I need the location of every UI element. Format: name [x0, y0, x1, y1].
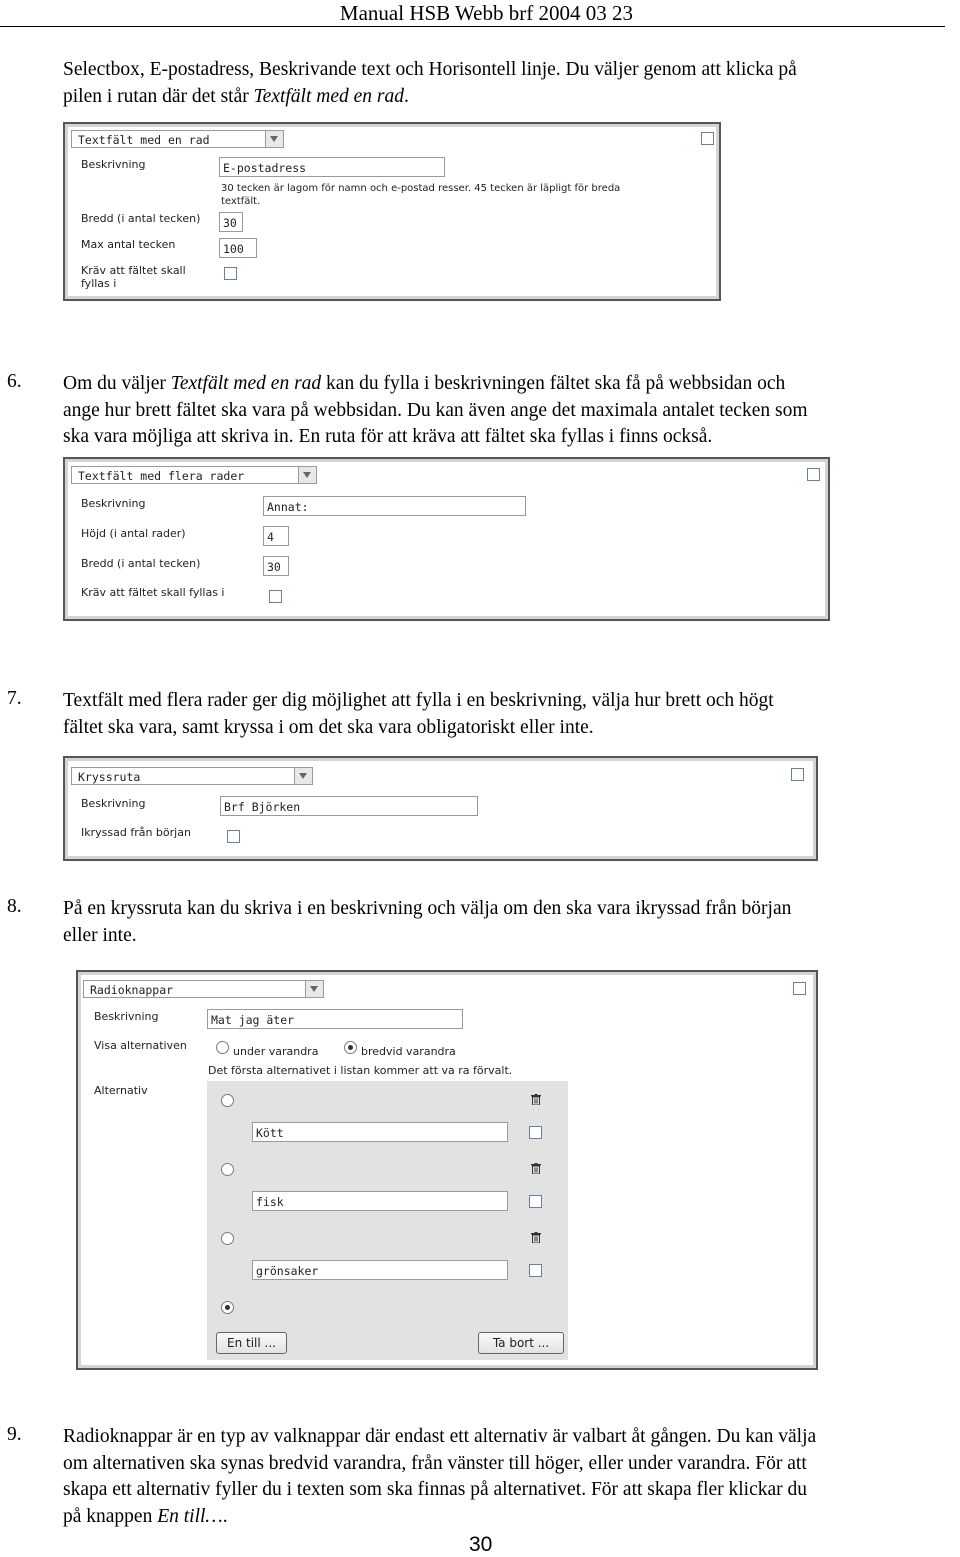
required-label: Kräv att fältet skall fyllas i	[81, 586, 225, 599]
description-input[interactable]: Brf Björken	[220, 796, 478, 816]
required-checkbox[interactable]	[269, 590, 282, 603]
item-9-line-4: på knappen En till….	[63, 1505, 228, 1527]
layout-side-radio[interactable]	[344, 1041, 357, 1054]
intro-paragraph	[63, 57, 797, 110]
description-input[interactable]: Annat:	[263, 496, 526, 516]
field-type-select[interactable]	[71, 466, 317, 484]
item-9-line-1: Radioknappar är en typ av valknappar där endast ett alternativ är valbart åt gången. Du kan välja	[63, 1426, 817, 1447]
chevron-down-icon[interactable]	[298, 467, 316, 483]
default-alternative-radio[interactable]	[221, 1301, 234, 1314]
max-chars-label: Max antal tecken	[81, 238, 176, 251]
description-label: Beskrivning	[81, 797, 146, 810]
description-label: Beskrivning	[94, 1010, 159, 1023]
item-7-line-2: fältet ska vara, samt kryssa i om det ska vara obligatoriskt eller inte.	[63, 716, 594, 738]
item-6-line-2: ange hur brett fältet ska vara på webbsidan. Du kan även ange det maximala antalet tecken som	[63, 399, 808, 421]
checked-from-start-label: Ikryssad från början	[81, 826, 191, 839]
alternative-input[interactable]: fisk	[252, 1191, 508, 1211]
chevron-down-icon[interactable]	[294, 768, 312, 784]
item-9-number: 9.	[7, 1424, 22, 1445]
field-type-select-value: Radioknappar	[90, 983, 174, 997]
description-label: Beskrivning	[81, 497, 146, 510]
item-7-paragraph	[63, 688, 774, 741]
intro-line-2: pilen i rutan där det står Textfält med en rad.	[63, 85, 409, 107]
chevron-down-icon[interactable]	[265, 131, 283, 147]
item-7-number: 7.	[7, 688, 22, 709]
width-input[interactable]: 30	[219, 212, 243, 232]
add-alternative-button[interactable]: En till ...	[216, 1332, 287, 1354]
item-6-paragraph	[63, 371, 808, 451]
item-6-number: 6.	[7, 371, 22, 392]
width-label: Bredd (i antal tecken)	[81, 557, 201, 570]
default-alternative-radio[interactable]	[221, 1163, 234, 1176]
description-input[interactable]: E-postadress	[219, 157, 445, 177]
alternatives-label: Alternativ	[94, 1084, 148, 1097]
alternative-input[interactable]: grönsaker	[252, 1260, 508, 1280]
item-9-line-3: skapa ett alternativ fyller du i texten som ska finnas på alternativet. För att skapa fler klickar du	[63, 1479, 807, 1500]
default-alternative-radio[interactable]	[221, 1094, 234, 1107]
remove-alternative-checkbox[interactable]	[529, 1264, 542, 1277]
field-type-select[interactable]	[71, 130, 284, 148]
item-9-paragraph	[63, 1424, 816, 1530]
default-alternative-radio[interactable]	[221, 1232, 234, 1245]
chevron-down-icon[interactable]	[305, 981, 323, 997]
description-label: Beskrivning	[81, 158, 146, 171]
trash-icon[interactable]	[531, 1232, 541, 1243]
field-type-select-value: Textfält med en rad	[78, 133, 210, 147]
delete-field-checkbox[interactable]	[793, 982, 806, 995]
trash-icon[interactable]	[531, 1163, 541, 1174]
item-8-line-2: eller inte.	[63, 924, 137, 946]
height-label: Höjd (i antal rader)	[81, 527, 186, 540]
remove-alternative-button[interactable]: Ta bort ...	[478, 1332, 564, 1354]
trash-icon[interactable]	[531, 1094, 541, 1105]
layout-under-radio[interactable]	[216, 1041, 229, 1054]
checkbox-field-screenshot	[63, 756, 818, 861]
item-8-line-1: På en kryssruta kan du skriva i en beskrivning och välja om den ska vara ikryssad från början	[63, 898, 792, 919]
field-type-select[interactable]	[71, 767, 313, 785]
field-type-select-value: Kryssruta	[78, 770, 141, 784]
item-6-line-3: ska vara möjliga att skriva in. En ruta för att kräva att fältet ska fyllas i finns också.	[63, 426, 713, 447]
delete-field-checkbox[interactable]	[807, 468, 820, 481]
item-7-line-1: Textfält med flera rader ger dig möjlighet att fylla i en beskrivning, välja hur brett och högt	[63, 690, 774, 711]
delete-field-checkbox[interactable]	[791, 768, 804, 781]
height-input[interactable]: 4	[263, 526, 289, 546]
textfield-single-line-screenshot	[63, 122, 721, 301]
width-input[interactable]: 30	[263, 556, 289, 576]
item-8-number: 8.	[7, 896, 22, 917]
width-hint: 30 tecken är lagom för namn och e-postad resser. 45 tecken är läpligt för breda textfält.	[221, 183, 621, 207]
item-6-line-1: Om du väljer Textfält med en rad kan du fylla i beskrivningen fältet ska få på webbsidan och	[63, 373, 786, 394]
page-header	[0, 0, 945, 27]
field-type-select[interactable]	[83, 980, 324, 998]
checked-from-start-checkbox[interactable]	[227, 830, 240, 843]
required-checkbox[interactable]	[224, 267, 237, 280]
width-label: Bredd (i antal tecken)	[81, 212, 201, 225]
first-default-note: Det första alternativet i listan kommer att va ra förvalt.	[208, 1064, 513, 1077]
item-9-line-2: om alternativen ska synas bredvid varandra, från vänster till höger, eller under varandra. För att	[63, 1452, 807, 1474]
alternative-input[interactable]: Kött	[252, 1122, 508, 1142]
page-number: 30	[469, 1533, 493, 1556]
max-chars-input[interactable]: 100	[219, 238, 257, 258]
radio-buttons-screenshot	[76, 970, 818, 1370]
intro-line-1: Selectbox, E-postadress, Beskrivande text och Horisontell linje. Du väljer genom att klicka på	[63, 59, 797, 80]
description-input[interactable]: Mat jag äter	[207, 1009, 463, 1029]
remove-alternative-checkbox[interactable]	[529, 1126, 542, 1139]
item-8-paragraph	[63, 896, 791, 949]
delete-field-checkbox[interactable]	[701, 132, 714, 145]
show-alternatives-label: Visa alternativen	[94, 1039, 187, 1052]
required-label: Kräv att fältet skall fyllas i	[81, 264, 186, 290]
field-type-select-value: Textfält med flera rader	[78, 469, 245, 483]
layout-under-label: under varandra	[233, 1045, 319, 1058]
textfield-multi-line-screenshot	[63, 457, 830, 621]
header-title: Manual HSB Webb brf 2004 03 23	[339, 1, 633, 25]
remove-alternative-checkbox[interactable]	[529, 1195, 542, 1208]
layout-side-label: bredvid varandra	[361, 1045, 456, 1058]
alternatives-list	[207, 1081, 568, 1360]
